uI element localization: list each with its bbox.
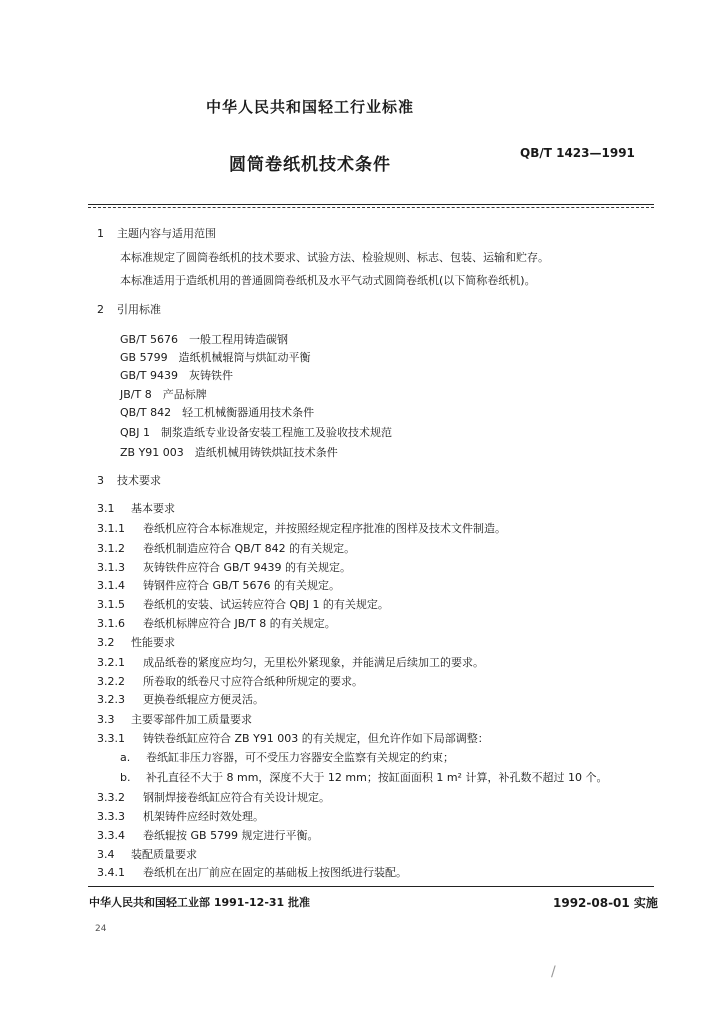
section-heading: 3 技术要求 bbox=[97, 474, 161, 487]
approval-date: 中华人民共和国轻工业部 1991-12-31 批准 bbox=[89, 896, 311, 909]
standard-code: QB/T 1423—1991 bbox=[520, 146, 635, 160]
reference-item: ZB Y91 003 造纸机械用铸铁烘缸技术条件 bbox=[120, 446, 338, 459]
section-heading: 2 引用标准 bbox=[97, 303, 161, 316]
header-rule-secondary bbox=[88, 207, 654, 208]
clause: 3.1 基本要求 bbox=[97, 502, 175, 515]
clause: 3.4 装配质量要求 bbox=[97, 848, 197, 861]
footer-rule bbox=[88, 886, 654, 887]
page-number: 24 bbox=[95, 924, 107, 934]
list-item: a. 卷纸缸非压力容器，可不受压力容器安全监察有关规定的约束； bbox=[120, 751, 454, 764]
clause: 3.3.4 卷纸辊按 GB 5799 规定进行平衡。 bbox=[97, 829, 319, 842]
clause: 3.3.3 机架铸件应经时效处理。 bbox=[97, 810, 264, 823]
effective-date: 1992-08-01 实施 bbox=[553, 896, 658, 910]
clause: 3.3 主要零部件加工质量要求 bbox=[97, 713, 252, 726]
clause: 3.4.1 卷纸机在出厂前应在固定的基础板上按图纸进行装配。 bbox=[97, 866, 407, 879]
paragraph: 本标准适用于造纸机用的普通圆筒卷纸机及水平气动式圆筒卷纸机(以下简称卷纸机)。 bbox=[120, 274, 536, 287]
clause: 3.2.3 更换卷纸辊应方便灵活。 bbox=[97, 693, 264, 706]
section-heading: 1 主题内容与适用范围 bbox=[97, 227, 216, 240]
reference-item: QBJ 1 制浆造纸专业设备安装工程施工及验收技术规范 bbox=[120, 426, 392, 439]
clause: 3.3.1 铸铁卷纸缸应符合 ZB Y91 003 的有关规定，但允许作如下局部调整： bbox=[97, 732, 489, 745]
list-item: b. 补孔直径不大于 8 mm，深度不大于 12 mm；按缸面面积 1 m² 计算，补孔数不超过 10 个。 bbox=[120, 771, 608, 784]
reference-item: GB/T 5676 一般工程用铸造碳钢 bbox=[120, 333, 288, 346]
reference-item: QB/T 842 轻工机械衡器通用技术条件 bbox=[120, 406, 315, 419]
reference-item: JB/T 8 产品标牌 bbox=[120, 388, 207, 401]
header-rule bbox=[88, 204, 654, 205]
clause: 3.2.1 成品纸卷的紧度应均匀，无里松外紧现象，并能满足后续加工的要求。 bbox=[97, 656, 484, 669]
reference-item: GB/T 9439 灰铸铁件 bbox=[120, 369, 233, 382]
clause: 3.1.6 卷纸机标牌应符合 JB/T 8 的有关规定。 bbox=[97, 617, 336, 630]
clause: 3.1.1 卷纸机应符合本标准规定，并按照经规定程序批准的图样及技术文件制造。 bbox=[97, 522, 506, 535]
reference-item: GB 5799 造纸机械辊筒与烘缸动平衡 bbox=[120, 351, 311, 364]
clause: 3.2.2 所卷取的纸卷尺寸应符合纸种所规定的要求。 bbox=[97, 675, 363, 688]
clause: 3.1.4 铸钢件应符合 GB/T 5676 的有关规定。 bbox=[97, 579, 340, 592]
standard-title: 圆筒卷纸机技术条件 bbox=[229, 155, 391, 175]
clause: 3.3.2 钢制焊接卷纸缸应符合有关设计规定。 bbox=[97, 791, 330, 804]
paragraph: 本标准规定了圆筒卷纸机的技术要求、试验方法、检验规则、标志、包装、运输和贮存。 bbox=[120, 251, 549, 264]
issuing-body-title: 中华人民共和国轻工行业标准 bbox=[205, 98, 414, 116]
clause: 3.1.5 卷纸机的安装、试运转应符合 QBJ 1 的有关规定。 bbox=[97, 598, 389, 611]
clause: 3.1.2 卷纸机制造应符合 QB/T 842 的有关规定。 bbox=[97, 542, 356, 555]
clause: 3.2 性能要求 bbox=[97, 636, 175, 649]
stray-mark: / bbox=[551, 964, 556, 980]
clause: 3.1.3 灰铸铁件应符合 GB/T 9439 的有关规定。 bbox=[97, 561, 351, 574]
